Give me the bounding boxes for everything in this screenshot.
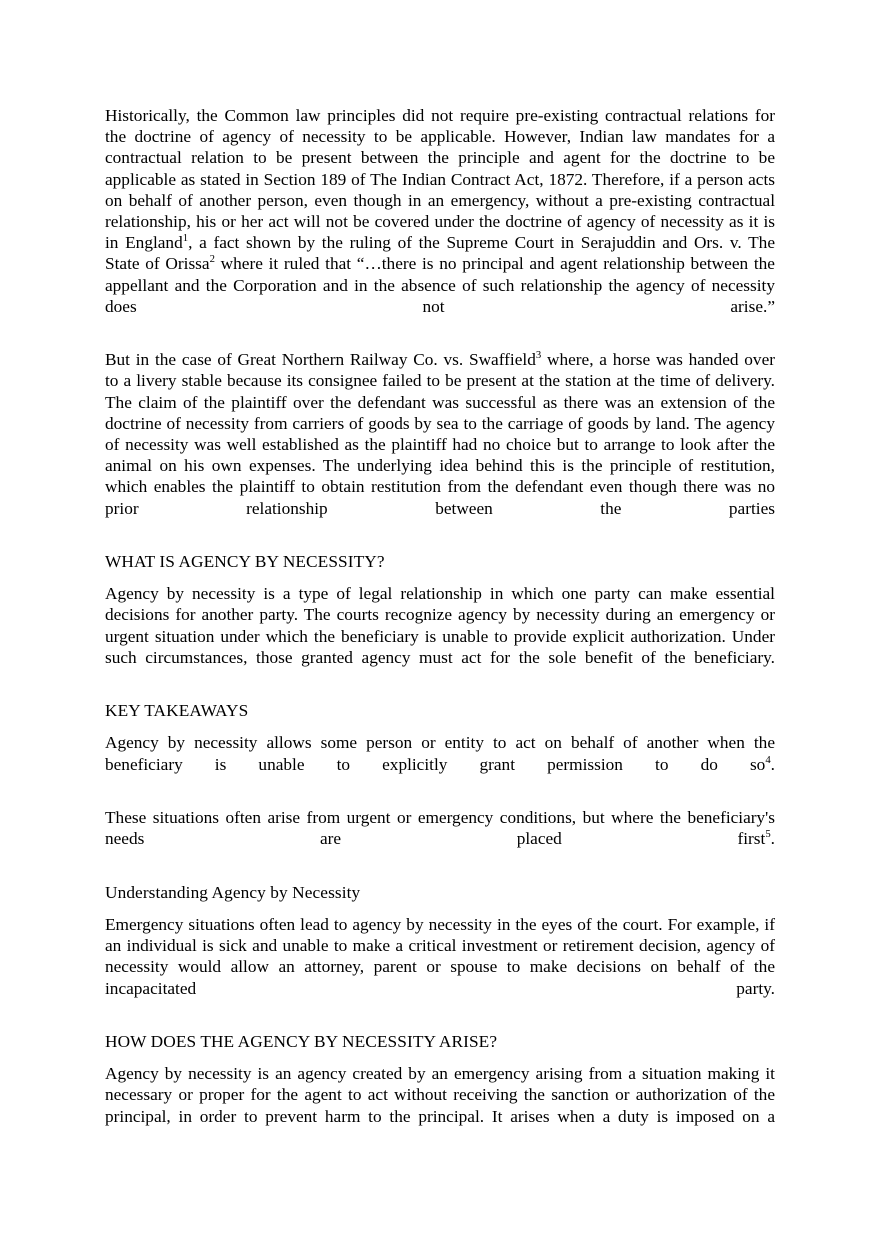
heading-understanding-agency-by-necessity: Understanding Agency by Necessity [105, 882, 361, 902]
footnote-reference: 3 [535, 349, 542, 362]
footnote-reference: 4 [765, 753, 771, 766]
heading-how-does-the-agency-by-necessity-arise: HOW DOES THE AGENCY BY NECESSITY ARISE? [105, 1031, 498, 1051]
heading-what-is-agency-by-necessity: WHAT IS AGENCY BY NECESSITY? [105, 552, 385, 572]
heading-key-takeaways: KEY TAKEAWAYS [105, 701, 249, 721]
document-text-column [105, 105, 775, 1148]
paragraph-takeaway-urgent-conditions: These situations often arise from urgent or emergency conditions, but where the beneficiary's needs are placed first$^5$. [105, 808, 775, 849]
paragraph-how-agency-created: Agency by necessity is an agency created by an emergency arising from a situation making it necessary or proper for the agent to act without receiving the sanction or authorization of the principal, in order to prevent harm to the principal. It arises when a duty is imposed on a [105, 1064, 775, 1126]
paragraph-definition-agency-by-necessity: Agency by necessity is a type of legal relationship in which one party can make essential decisions for another party. The courts recognize agency by necessity during an emergency or urgent situation under which the beneficiary is unable to provide explicit authorization. Under such circumstances, those granted agency must act for the sole benefit of the beneficiary. [105, 584, 775, 667]
footnote-reference: 1 [182, 232, 189, 245]
footnote-reference: 2 [209, 253, 215, 266]
footnote-reference: 5 [765, 828, 771, 841]
paragraph-great-northern-railway: But in the case of Great Northern Railway Co. vs. Swaffield$^3$ where, a horse was handed over to a livery stable because its consignee failed to be present at the station at the time of delivery. The claim of the plaintiff over the defendant was successful as there was an extension of the doctrine of necessity from carriers of goods by sea to the carriage of goods by land. The agency of necessity was well established as the plaintiff had no choice but to arrange to look after the animal on his own expenses. The underlying idea behind this is the principle of restitution, which enables the plaintiff to obtain restitution from the defendant even though there was no prior relationship between the parties [105, 349, 775, 518]
paragraph-emergency-situations: Emergency situations often lead to agency by necessity in the eyes of the court. For example, if an individual is sick and unable to make a critical investment or retirement decision, agency of necessity would allow an attorney, parent or spouse to make decisions on behalf of the incapacitated party. [105, 914, 775, 998]
paragraph-takeaway-act-on-behalf: Agency by necessity allows some person or entity to act on behalf of another when the beneficiary is unable to explicitly grant permission to do $so^4$. [105, 733, 775, 774]
paragraph-common-law-principles: Historically, the Common law principles did not require pre-existing contractual relations for the doctrine of agency of necessity to be applicable. However, Indian law mandates for a contractual relation to be present between the principle and agent for the doctrine to be applicable as stated in Section 189 of The Indian Contract Act, 1872. Therefore, if a person acts on behalf of another person, even though in an emergency, without a pre-existing contractual relationship, his or her act will not be covered under the doctrine of agency of necessity as it is in England$^1$, a fact shown by the ruling of the Supreme Court in Serajuddin and Ors. v. The State of Orissa$^2$ where it ruled that “…there is no principal and agent relationship between the appellant and the Corporation and in the absence of such relationship the agency of necessity does not arise.” [105, 106, 775, 316]
